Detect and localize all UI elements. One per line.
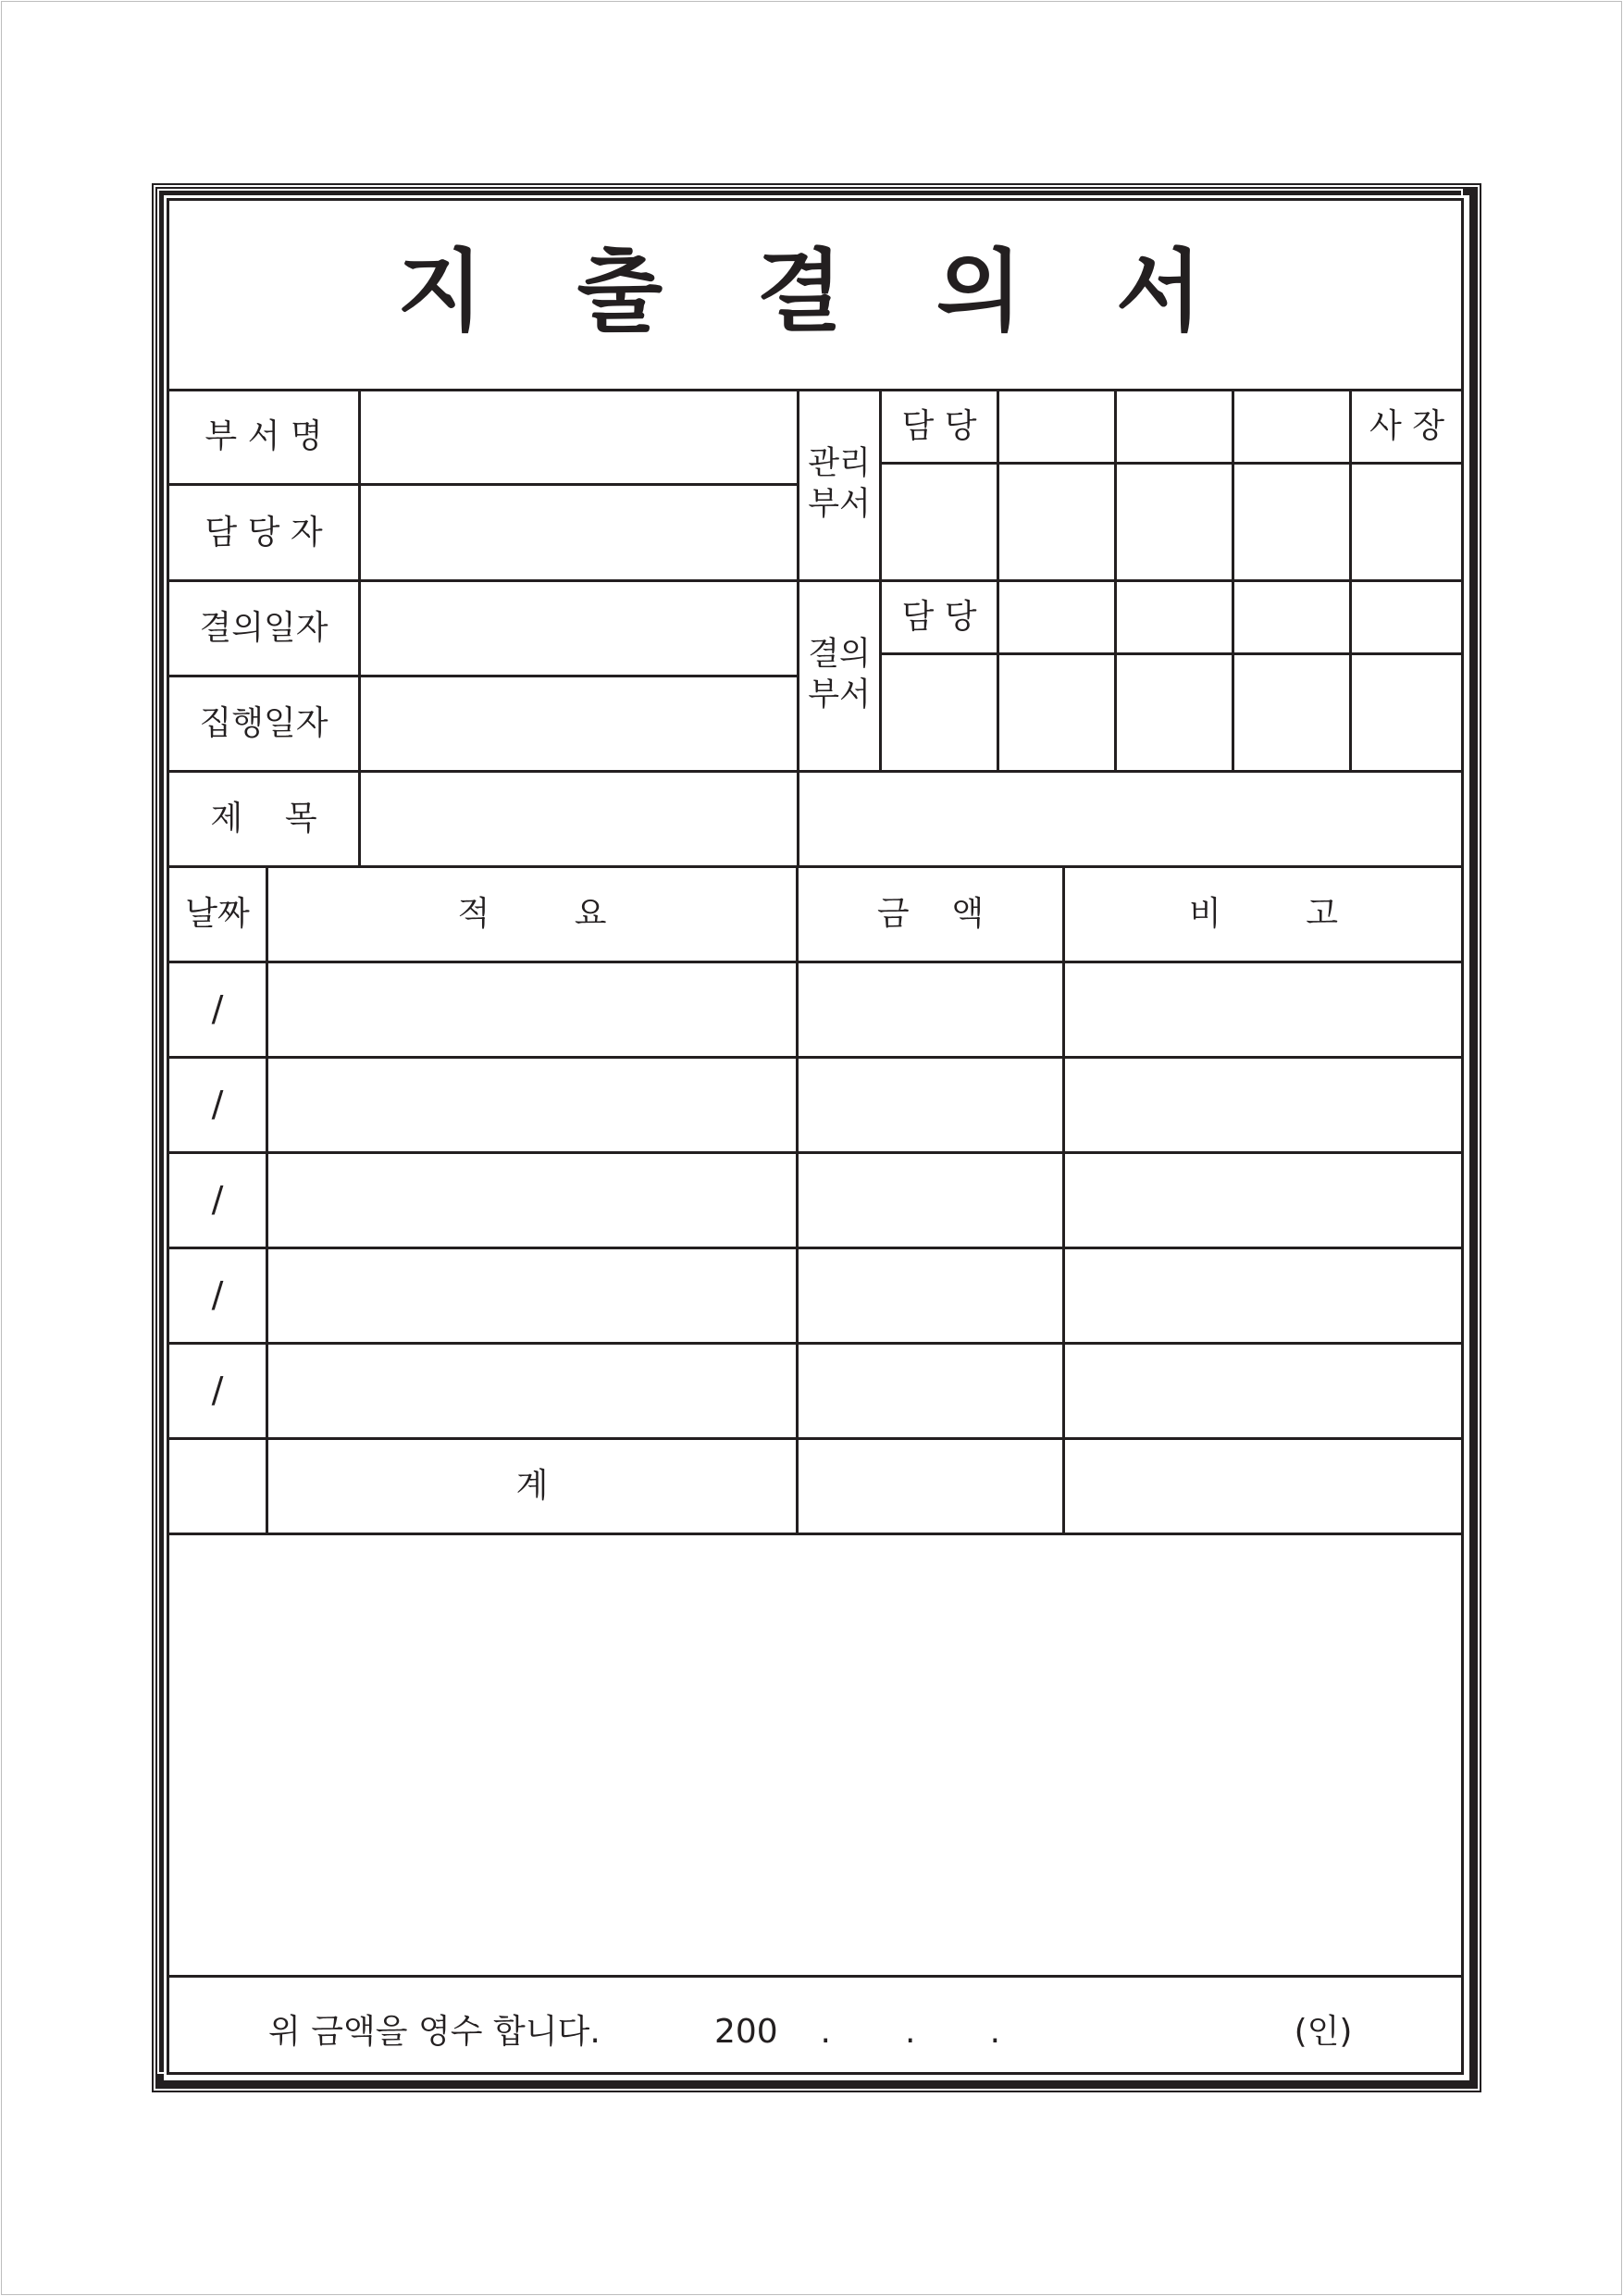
rule-ledger-row-1 bbox=[168, 1056, 1462, 1059]
label-total: 계 bbox=[515, 1467, 549, 1505]
footer-receipt-text: 위 금액을 영수 합니다. bbox=[268, 2012, 601, 2051]
rule-ledger-row-3 bbox=[168, 1247, 1462, 1249]
label-management-dept: 관리 부서 bbox=[808, 444, 871, 523]
rule-ledger-header bbox=[168, 961, 1462, 963]
date-slash-row-4: / bbox=[211, 1273, 224, 1315]
rule-above-subject bbox=[168, 770, 1462, 773]
header-remarks: 비 고 bbox=[1188, 895, 1339, 933]
label-resolution-date: 결의일자 bbox=[199, 609, 328, 647]
date-slash-row-2: / bbox=[211, 1083, 224, 1124]
divider-description-column bbox=[796, 865, 799, 1535]
divider-date-column bbox=[266, 865, 268, 1535]
date-slash-row-3: / bbox=[211, 1178, 224, 1220]
header-description: 적 요 bbox=[457, 895, 607, 933]
header-date: 날짜 bbox=[185, 895, 250, 933]
divider-approval-col-1 bbox=[997, 389, 999, 773]
divider-approval-col-2 bbox=[1114, 389, 1117, 773]
date-slash-row-1: / bbox=[211, 987, 224, 1029]
rule-above-footer bbox=[168, 1975, 1462, 1978]
label-department: 부 서 명 bbox=[204, 417, 323, 455]
divider-approval-col-3 bbox=[1232, 389, 1234, 773]
rule-approval-top-1 bbox=[880, 462, 1462, 465]
document-title: 지 출 결 의 서 bbox=[397, 240, 1233, 343]
divider-label-column bbox=[358, 389, 361, 868]
label-president: 사 장 bbox=[1369, 406, 1444, 445]
label-resolution-dept: 결의 부서 bbox=[808, 636, 871, 714]
rule-approval-top-2 bbox=[880, 652, 1462, 655]
footer-date: 200 . . . bbox=[714, 2012, 1001, 2051]
header-amount: 금 액 bbox=[876, 895, 985, 933]
label-person-in-charge: 담 당 자 bbox=[204, 513, 323, 552]
rule-ledger-total bbox=[168, 1533, 1462, 1535]
footer-seal: (인) bbox=[1294, 2012, 1353, 2051]
divider-amount-column bbox=[1062, 865, 1065, 1535]
label-execution-date: 집행일자 bbox=[199, 704, 328, 742]
label-charge-resolution: 담 당 bbox=[901, 598, 977, 636]
date-slash-row-5: / bbox=[211, 1369, 224, 1410]
rule-ledger-row-2 bbox=[168, 1151, 1462, 1154]
rule-ledger-row-4 bbox=[168, 1342, 1462, 1345]
label-subject: 제 목 bbox=[210, 800, 317, 838]
label-charge-management: 담 당 bbox=[901, 406, 977, 445]
